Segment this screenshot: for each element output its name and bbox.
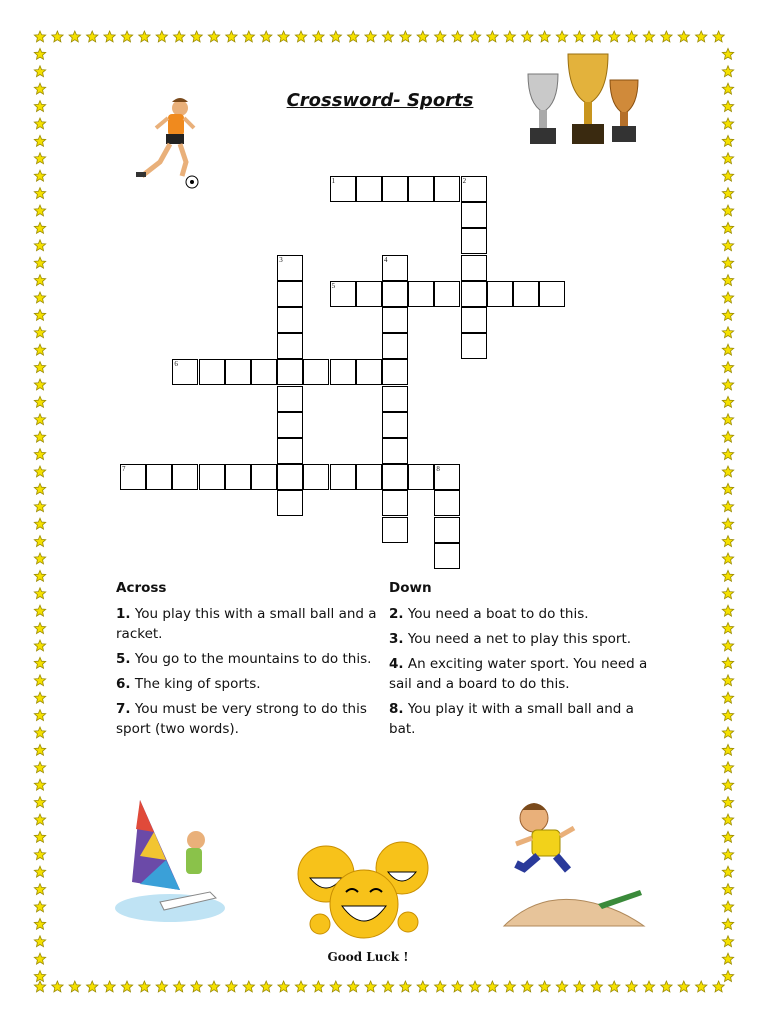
star-icon [34,553,45,564]
star-icon [722,170,733,181]
star-icon [661,31,672,42]
star-icon [174,31,185,42]
crossword-cell[interactable] [408,176,434,202]
star-icon [722,501,733,512]
star-icon [34,222,45,233]
star-icon [34,588,45,599]
trophies-icon [518,44,648,160]
crossword-cell[interactable] [382,412,408,438]
star-icon [34,831,45,842]
star-icon [722,275,733,286]
star-icon [34,66,45,77]
star-icon [313,31,324,42]
star-icon [722,396,733,407]
star-icon [435,31,446,42]
star-icon [722,83,733,94]
long-jumper-icon [498,800,648,930]
cell-number: 7 [122,465,126,474]
crossword-cell[interactable] [539,281,565,307]
star-icon [87,981,98,992]
star-icon [34,362,45,373]
star-icon [722,570,733,581]
star-icon [34,981,45,992]
star-icon [34,710,45,721]
star-icon [678,981,689,992]
star-icon [69,981,80,992]
star-icon [435,981,446,992]
star-icon [34,170,45,181]
clue-across-6: 6. The king of sports. [116,676,261,692]
star-icon [522,981,533,992]
star-icon [34,936,45,947]
down-clues [389,578,659,744]
cell-number: 2 [462,177,467,185]
crossword-cell[interactable] [277,490,303,516]
crossword-cell[interactable] [382,490,408,516]
star-icon [722,762,733,773]
star-icon [722,118,733,129]
star-icon [34,48,45,59]
soccer-player-icon [128,96,208,192]
star-icon [556,981,567,992]
star-icon [330,31,341,42]
star-icon [156,31,167,42]
cell-number: 3 [279,255,283,264]
clue-across-7: 7. You must be very strong to do this sport (two words). [116,701,367,737]
crossword-cell[interactable] [461,307,487,333]
star-icon [722,414,733,425]
star-icon [34,953,45,964]
star-icon [452,981,463,992]
star-icon [722,675,733,686]
crossword-cell[interactable] [382,333,408,359]
star-icon [643,981,654,992]
star-icon [722,553,733,564]
star-icon [722,309,733,320]
clue-down-3: 3. You need a net to play this sport. [389,631,632,647]
star-icon [243,981,254,992]
crossword-cell[interactable] [356,464,382,490]
star-icon [722,292,733,303]
crossword-cell[interactable] [277,438,303,464]
crossword-cell[interactable] [330,359,356,385]
star-icon [121,981,132,992]
star-icon [226,981,237,992]
star-icon [722,814,733,825]
star-icon [722,971,733,982]
across-clues [116,578,386,744]
star-icon [722,779,733,790]
star-icon [696,981,707,992]
clue-down-2: 2. You need a boat to do this. [389,606,589,622]
star-icon [87,31,98,42]
star-icon [722,379,733,390]
star-icon [34,344,45,355]
star-icon [34,83,45,94]
clue-down-4: 4. An exciting water sport. You need a sail and a board to do this. [389,656,648,692]
star-icon [722,240,733,251]
star-icon [34,814,45,825]
star-icon [713,981,724,992]
star-icon [34,257,45,268]
star-icon [139,31,150,42]
crossword-cell[interactable] [251,359,277,385]
star-icon [34,640,45,651]
crossword-cell[interactable] [303,464,329,490]
crossword-cell[interactable] [120,464,146,490]
crossword-cell[interactable] [461,228,487,254]
cell-number: 8 [436,465,440,474]
crossword-cell[interactable] [277,359,303,385]
star-icon [722,48,733,59]
crossword-cell[interactable] [513,281,539,307]
star-icon [34,727,45,738]
star-icon [348,981,359,992]
star-icon [52,981,63,992]
crossword-cell[interactable] [172,359,198,385]
star-icon [722,222,733,233]
crossword-cell[interactable] [382,307,408,333]
star-icon [34,623,45,634]
star-icon [34,396,45,407]
star-icon [722,710,733,721]
down-heading: Down [389,580,432,596]
star-icon [261,31,272,42]
clue-down-8: 8. You play it with a small ball and a bat. [389,701,634,737]
star-icon [539,31,550,42]
star-icon [722,588,733,599]
star-icon [365,981,376,992]
crossword-cell[interactable] [382,438,408,464]
crossword-cell[interactable] [356,281,382,307]
good-luck-text: Good Luck ! [327,950,409,964]
star-icon [722,431,733,442]
crossword-cell[interactable] [434,517,460,543]
crossword-cell[interactable] [461,176,487,202]
star-icon [174,981,185,992]
crossword-cell[interactable] [277,412,303,438]
star-icon [722,692,733,703]
star-icon [34,188,45,199]
star-icon [722,153,733,164]
star-icon [104,31,115,42]
star-icon [504,981,515,992]
crossword-cell[interactable] [434,490,460,516]
star-icon [722,884,733,895]
crossword-cell[interactable] [434,176,460,202]
star-icon [34,884,45,895]
crossword-cell[interactable] [277,386,303,412]
crossword-cell[interactable] [277,255,303,281]
star-icon [34,744,45,755]
star-icon [722,257,733,268]
crossword-cell[interactable] [225,464,251,490]
crossword-cell[interactable] [434,543,460,569]
star-icon [722,866,733,877]
star-icon [34,153,45,164]
crossword-cell[interactable] [434,281,460,307]
star-icon [34,205,45,216]
smiley-faces-icon [290,838,440,950]
star-icon [156,981,167,992]
star-icon [696,31,707,42]
star-icon [208,31,219,42]
clue-across-1: 1. You play this with a small ball and a racket. [116,606,377,642]
star-icon [722,483,733,494]
star-icon [609,981,620,992]
star-icon [34,275,45,286]
star-icon [34,135,45,146]
crossword-cell[interactable] [225,359,251,385]
star-icon [722,536,733,547]
star-icon [34,118,45,129]
star-icon [722,640,733,651]
crossword-cell[interactable] [382,255,408,281]
star-icon [34,536,45,547]
crossword-cell[interactable] [461,281,487,307]
star-icon [722,936,733,947]
star-icon [487,31,498,42]
crossword-cell[interactable] [251,464,277,490]
star-icon [539,981,550,992]
star-icon [208,981,219,992]
crossword-cell[interactable] [461,202,487,228]
cell-number: 5 [331,281,336,290]
crossword-cell[interactable] [330,176,356,202]
crossword-cell[interactable] [434,464,460,490]
star-icon [722,623,733,634]
crossword-cell[interactable] [461,255,487,281]
crossword-cell[interactable] [303,359,329,385]
star-icon [722,135,733,146]
star-icon [34,692,45,703]
crossword-cell[interactable] [356,176,382,202]
crossword-cell[interactable] [330,464,356,490]
star-icon [722,518,733,529]
crossword-cell[interactable] [408,464,434,490]
crossword-cell[interactable] [146,464,172,490]
crossword-cell[interactable] [461,333,487,359]
star-icon [295,981,306,992]
star-icon [643,31,654,42]
star-icon [609,31,620,42]
star-icon [382,31,393,42]
star-icon [34,657,45,668]
star-icon [261,981,272,992]
star-icon [591,981,602,992]
star-icon [504,31,515,42]
star-icon [34,605,45,616]
star-icon [722,657,733,668]
windsurfer-icon [100,790,230,930]
crossword-cell[interactable] [172,464,198,490]
star-icon [678,31,689,42]
star-icon [191,31,202,42]
star-icon [34,570,45,581]
cell-number: 6 [174,360,178,369]
star-icon [34,483,45,494]
star-icon [34,379,45,390]
star-icon [34,762,45,773]
star-icon [722,831,733,842]
star-icon [722,101,733,112]
star-icon [69,31,80,42]
star-icon [226,31,237,42]
star-icon [243,31,254,42]
cell-number: 4 [384,255,388,264]
star-icon [722,449,733,460]
star-icon [295,31,306,42]
star-icon [34,518,45,529]
crossword-cell[interactable] [408,281,434,307]
star-icon [722,362,733,373]
star-icon [34,431,45,442]
star-icon [722,953,733,964]
star-icon [121,31,132,42]
star-icon [722,344,733,355]
crossword-cell[interactable] [199,464,225,490]
star-icon [34,309,45,320]
star-icon [400,31,411,42]
crossword-cell[interactable] [277,281,303,307]
star-icon [34,849,45,860]
star-icon [34,866,45,877]
star-icon [722,744,733,755]
star-icon [722,727,733,738]
crossword-cell[interactable] [382,517,408,543]
star-icon [34,414,45,425]
star-icon [661,981,672,992]
crossword-cell[interactable] [382,359,408,385]
star-icon [574,31,585,42]
star-icon [722,188,733,199]
star-icon [417,981,428,992]
star-icon [722,466,733,477]
star-icon [365,31,376,42]
crossword-cell[interactable] [356,359,382,385]
star-icon [34,797,45,808]
crossword-cell[interactable] [382,176,408,202]
star-icon [34,675,45,686]
star-icon [278,31,289,42]
star-icon [139,981,150,992]
star-icon [34,901,45,912]
star-icon [34,327,45,338]
star-icon [722,901,733,912]
star-icon [34,240,45,251]
crossword-cell[interactable] [277,333,303,359]
star-icon [452,31,463,42]
star-icon [278,981,289,992]
star-icon [348,31,359,42]
crossword-cell[interactable] [330,281,356,307]
crossword-cell[interactable] [277,464,303,490]
star-icon [34,918,45,929]
star-icon [469,31,480,42]
crossword-cell[interactable] [199,359,225,385]
star-icon [722,66,733,77]
star-icon [34,292,45,303]
star-icon [382,981,393,992]
star-icon [713,31,724,42]
crossword-cell[interactable] [382,464,408,490]
star-icon [574,981,585,992]
star-icon [469,981,480,992]
across-heading: Across [116,580,167,596]
star-icon [722,849,733,860]
crossword-cell[interactable] [487,281,513,307]
page-title: Crossword- Sports [286,90,474,111]
star-icon [722,327,733,338]
crossword-cell[interactable] [382,281,408,307]
star-icon [487,981,498,992]
star-icon [722,605,733,616]
star-icon [52,31,63,42]
star-icon [400,981,411,992]
star-icon [556,31,567,42]
star-icon [104,981,115,992]
star-icon [330,981,341,992]
crossword-cell[interactable] [382,386,408,412]
star-icon [722,797,733,808]
star-icon [417,31,428,42]
star-icon [34,779,45,790]
star-icon [626,981,637,992]
star-icon [522,31,533,42]
star-icon [722,205,733,216]
star-icon [34,466,45,477]
star-icon [34,101,45,112]
star-icon [34,501,45,512]
star-icon [722,918,733,929]
star-icon [626,31,637,42]
star-icon [591,31,602,42]
star-icon [34,971,45,982]
star-icon [313,981,324,992]
clue-across-5: 5. You go to the mountains to do this. [116,651,372,667]
cell-number: 1 [331,177,336,185]
star-icon [34,31,45,42]
crossword-cell[interactable] [277,307,303,333]
star-icon [34,449,45,460]
star-icon [191,981,202,992]
